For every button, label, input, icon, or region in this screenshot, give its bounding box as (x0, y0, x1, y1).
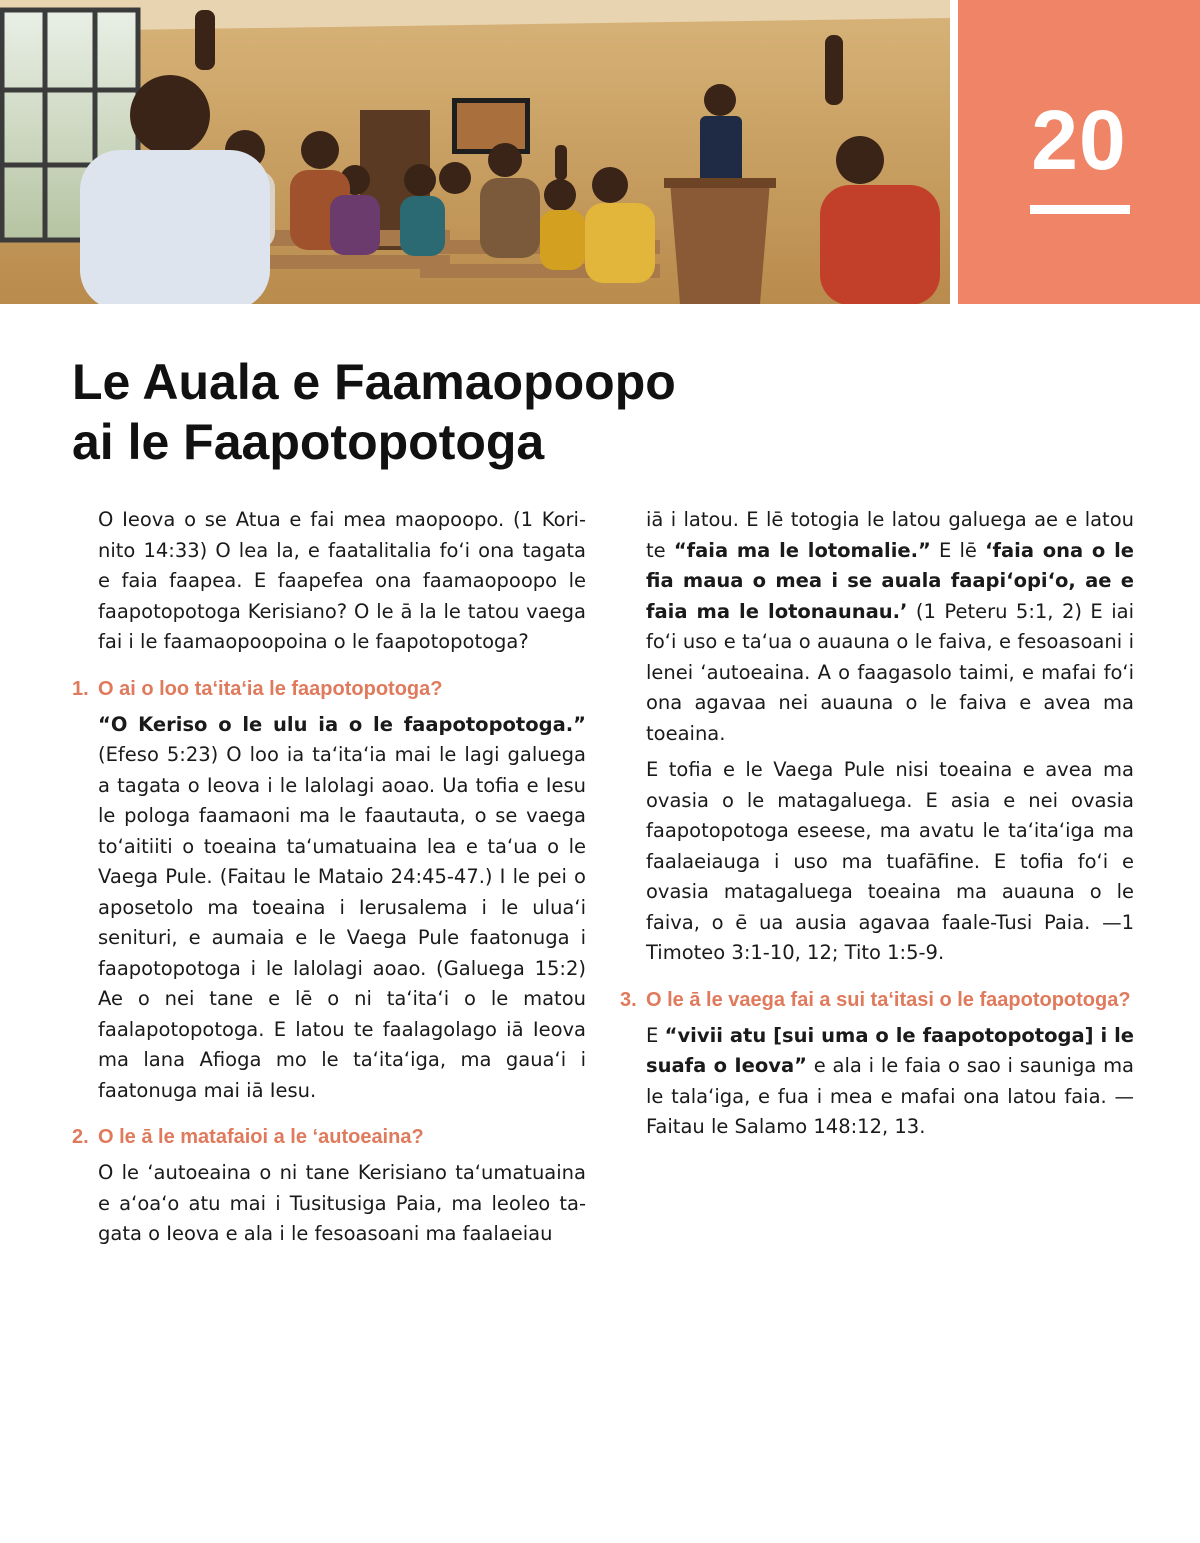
answer-2-bold-2: ‘faia ona o le fia maua o mea i se auala faapi‘opi‘o, ae e faia ma le lotonaunau.’ (646, 538, 1134, 623)
answer-3-lead: E (646, 1023, 665, 1047)
question-3-number: 3. (620, 988, 637, 1011)
question-1-heading (72, 674, 586, 704)
meeting-scene-illustration (0, 0, 950, 304)
answer-2-paragraph-start: O le ‘autoeaina o ni tane Kerisiano ta‘umatuaina e a‘oa‘o atu mai i Tusitusiga Paia, ma leoleo tagata o Ieova e ala i le fesoasoani ma faalaeiau (98, 1161, 586, 1245)
header-photo (0, 0, 950, 304)
lesson-number: 20 (1031, 93, 1127, 187)
answer-1-bold-lead: “O Keriso o le ulu ia o le faapotopotoga.” (98, 712, 586, 736)
lesson-number-box (958, 0, 1200, 304)
answer-3-paragraph (620, 1021, 1134, 1143)
page-title-line-2: ai le Faapotopotoga (72, 414, 545, 470)
answer-3-body: e ala i le faia o sao i sauniga ma le tala‘iga, e fua i mea e mafai ona latou faia. —Faitau le Salamo 148:12, 13. (646, 1054, 1135, 1138)
page-title (72, 352, 872, 472)
question-3-text: O le ā le vaega fai a sui ta‘itasi o le faapotopotoga? (646, 988, 1131, 1011)
question-3-heading (620, 985, 1134, 1015)
question-2-heading (72, 1122, 586, 1152)
question-2-number: 2. (72, 1126, 89, 1148)
right-column (620, 505, 1134, 1143)
lesson-number-underline (1030, 205, 1130, 214)
intro-paragraph: O Ieova o se Atua e fai mea maopoopo. (1 Korinito 14:33) O lea la, e faatalitalia fo‘i ona tagata e faia faapea. E faapefea ona faamaopoopo le faapotopotoga Kerisiano? O le ā la le tatou vaega fai i le faamaopoopoina o le faapotopotoga? (98, 508, 586, 653)
answer-2-paragraph-continued (620, 505, 1134, 749)
answer-2-body-3: (1 Peteru 5:1, 2) E iai fo‘i uso e ta‘ua o auauna o le faiva, e fesoasoani i lenei ‘autoeaina. A o faagasolo taimi, e mafai fo‘i ona agavaa nei auauna o le faiva e avea ma toeaina. (646, 599, 1134, 745)
answer-2-body-2: E lē (930, 538, 986, 562)
question-2-text: O le ā le matafaioi a le ‘autoeaina? (98, 1126, 424, 1148)
answer-2-body-1: iā i latou. E lē totogia le latou galuega ae e latou te (646, 508, 1134, 562)
answer-2-paragraph-2: E tofia e le Vaega Pule nisi toeaina e avea ma ovasia o le matagaluega. E asia e nei ovasia faapotopotoga eseese, ma avatu le ta‘ita‘iga ma faalaeiauga i uso ma tuafāfine. E tofia fo‘i e ovasia matagaluega toeaina ma auauna o le faiva, o ē ua ausia agavaa faale-Tusi Paia. —1 Timoteo 3:1-10, 12; Tito 1:5-9. (646, 758, 1134, 964)
answer-1-paragraph (72, 710, 586, 1107)
question-1-number: 1. (72, 677, 89, 700)
left-column (72, 505, 586, 1250)
page-title-line-1: Le Auala e Faamaopoopo (72, 354, 676, 410)
answer-1-body: (Efeso 5:23) O loo ia ta‘ita‘ia mai le lagi galuega a tagata o Ieova i le lalolagi aoao. Ua tofia e Iesu le pologa faamaoni ma le faautauta, o se vaega to‘aitiiti o toeaina ta‘umatuaina lea e ta‘ua o le Vaega Pule. (Faitau le Mataio 24:45-47.) I le pei o aposetolo ma toeaina i Ierusalema i le ulua‘i senituri, e aumaia e le Vaega Pule faatonuga i faapotopotoga i le lalolagi aoao. (Galuega 15:2) Ae o nei tane e lē o ni ta‘ita‘i o le matou faalapotopotoga. E latou te faalagolago iā Ieova ma lana Afioga mo le ta‘ita‘iga, ma gaua‘i i faatonuga mai iā Iesu. (98, 743, 586, 1102)
question-1-text: O ai o loo ta‘ita‘ia le faapotopotoga? (98, 677, 443, 700)
answer-3-bold-lead: “vivii atu [sui uma o le faapotopotoga] i le suafa o Ieova” (646, 1023, 1134, 1077)
answer-2-bold-1: “faia ma le lotomalie.” (673, 538, 931, 562)
